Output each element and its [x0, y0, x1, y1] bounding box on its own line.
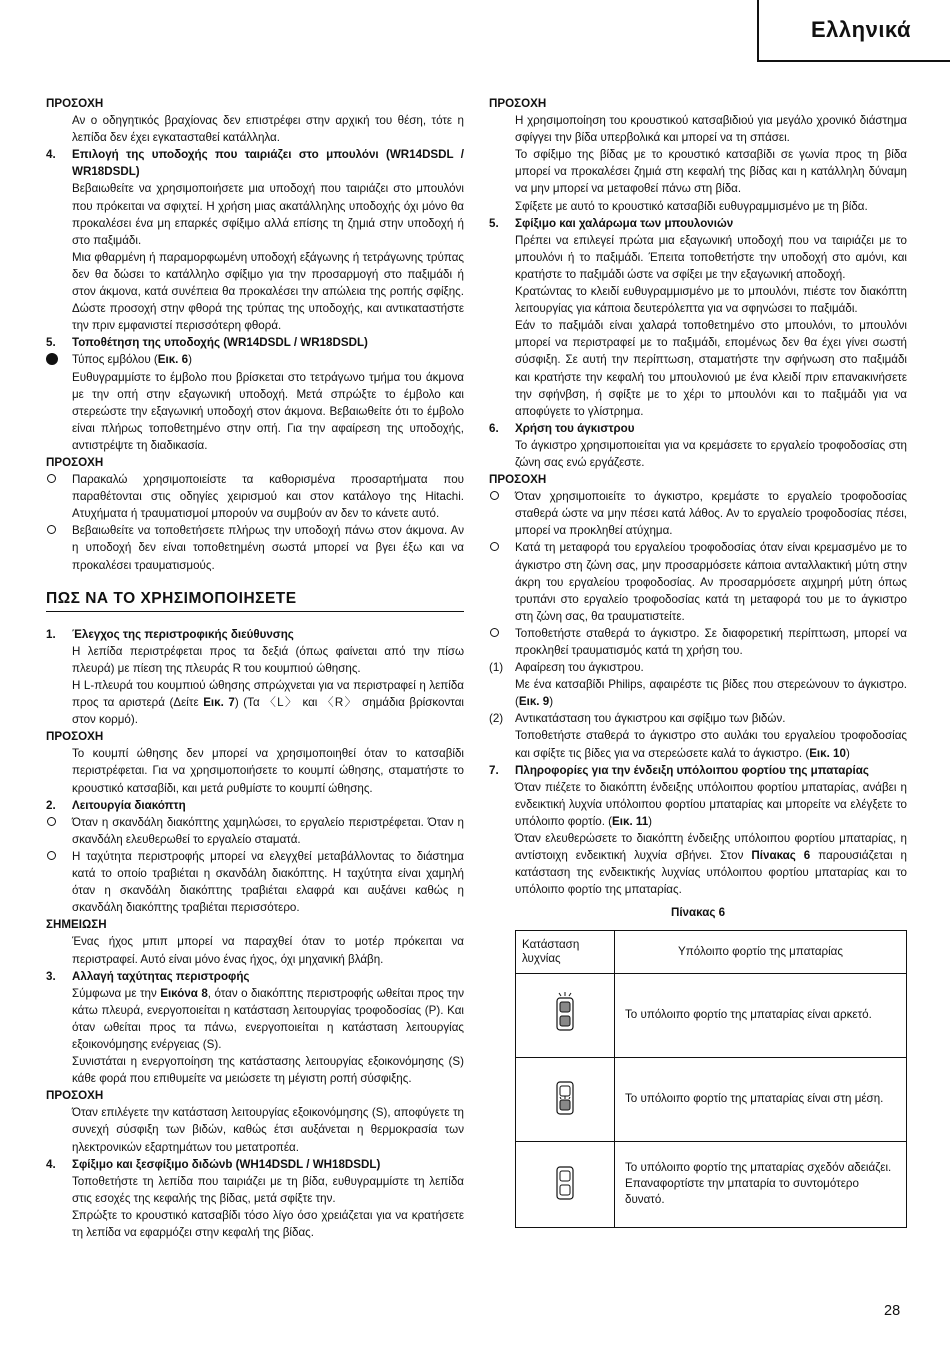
circle-bullet-icon: [47, 817, 56, 826]
bullet-item: Βεβαιωθείτε να τοποθετήσετε πλήρως την υποδοχή πάνω στον άκμονα. Αν η υποδοχή δεν είναι τοποθετημένη σωστά μπορεί να βγει έξω και να προκαλέσει τραυματισμούς.: [46, 522, 464, 573]
bullet-item: Η ταχύτητα περιστροφής μπορεί να ελεγχθεί μεταβάλλοντας το διάστημα κατά το οποίο τραβιέται η σκανδάλη διακόπτης. Η ταχύτητα είναι χαμηλή όταν η σκανδάλη διακόπτης τραβιέται ελαφρά και αυξάνει καθώς η σκανδάλη διακόπτης τραβιέται περισσότερο.: [46, 848, 464, 916]
item-heading: Επιλογή της υποδοχής που ταιριάζει στο μπουλόνι (WR14DSDL / WR18DSDL): [72, 148, 464, 179]
page-number: 28: [884, 1303, 901, 1319]
caution-text: Το σφίξιμο της βίδας με το κρουστικό κατσαβίδι σε γωνία προς τη βίδα μπορεί να προκαλέσει ζημιά στη κεφαλή της βίδας και η κατάλληλη δύναμη να μην μπορεί να μεταφοθεί πάνω στη βίδα.: [515, 148, 907, 196]
paragraph: Με ένα κατσαβίδι Philips, αφαιρέστε τις βίδες που στερεώνουν το άγκιστρο. (Εικ. 9): [515, 678, 907, 709]
circle-bullet-icon: [490, 491, 499, 500]
caution-heading: ΠΡΟΣΟΧΗ: [46, 730, 104, 744]
paragraph: Όταν πιέζετε το διακόπτη ένδειξης υπόλοιπου φορτίου μπαταρίας, ανάβει η ενδεικτική λυχνία υπόλοιπου φορτίου μπαταρίας και μπορείτε να ελέγξετε το υπόλοιπο φορτίο. (Εικ. 11): [515, 780, 907, 828]
note-heading: ΣΗΜΕΙΩΣΗ: [46, 918, 107, 932]
bullet-item: Παρακαλώ χρησιμοποιείστε τα καθορισμένα προσαρτήματα που παραθέτονται στις οδηγίες χειρισμού και στον κατάλογο της Hitachi. Ατυχήματα ή τραυματισμοί μπορούν να συμβούν αν δεν το κάνετε αυτό.: [46, 471, 464, 522]
circle-bullet-icon: [490, 628, 499, 637]
paragraph: Η L-πλευρά του κουμπιού ώθησης σπρώχνεται για να περιστραφεί η λεπίδα προς τα αριστερά (Δείτε Εικ. 7) (Τα 〈L〉 και 〈R〉 σημάδια βρίσκονται στον κορμό).: [72, 679, 464, 727]
caution-text: Το κουμπί ώθησης δεν μπορεί να χρησιμοποιηθεί όταν το κατσαβίδι περιστρέφεται. Για να χρησιμοποιήσετε το κουμπί ώθησης, σταματήστε το κρουστικό κατσαβίδι, και μετά ρυθμίστε το κουμπί ώθησης.: [72, 747, 464, 795]
battery-lamp-half-icon: [554, 1076, 576, 1121]
item-heading: Σφίξιμο και χαλάρωμα των μπουλονιών: [515, 216, 734, 230]
bullet-item: Όταν η σκανδάλη διακόπτης χαμηλώσει, το εργαλείο περιστρέφεται. Όταν η σκανδάλη ελευθερωθεί το εργαλείο σταματά.: [46, 814, 464, 848]
language-tab: [757, 0, 950, 62]
paragraph: Ευθυγραμμίστε το έμβολο που βρίσκεται στο τετράγωνο τμήμα του άκμονα με την οπή στην εξαγωνική υποδοχή. Μετά σπρώξτε το έμβολο και στερεώστε την εξαγωνική υποδοχή στον άκμονα. Βεβαιωθείτε ότι το έμβολο είναι πλήρως τοποθετημένο στην οπή. Για την αφαίρεση της υποδοχής, αντιστρέψτε τη διαδικασία.: [72, 370, 464, 452]
paragraph: Μια φθαρμένη ή παραμορφωμένη υποδοχή εξάγωνης ή τετράγωνης τρύπας δεν θα δώσει το κατάλληλο σφίξιμο για την προσαρμογή στο παξιμάδι ή στον άκμονα, κατά συνέπεια θα προκαλέσει την απώλεια της ροπής σφίξης. Δώστε προσοχή στην φθορά της τρύπας της υποδοχής, και αντικαταστήστε την πριν εμφανιστεί περισσότερη φθορά.: [72, 250, 464, 333]
caution-text: Σφίξετε με αυτό το κρουστικό κατσαβίδι ευθυγραμμισμένο με τη βίδα.: [515, 199, 868, 213]
language-label: Ελληνικά: [811, 17, 911, 42]
table-row: [516, 973, 907, 1057]
section-item-4b: 4. Σφίξιμο και ξεσφίξιμο διδώνb (WH14DSDL / WH18DSDL): [46, 1156, 464, 1173]
paragraph: Εάν το παξιμάδι είναι χαλαρά τοποθετημένο στο μπουλόνι, το μπουλόνι μπορεί να περιστραφεί με το παξιμάδι, επομένως δεν θα έχει γίνει σωστή σύσφιξη. Σε αυτή την περίπτωση, σταματήστε την σφήνωση στο παξιμάδι και κρατήστε την κεφαλή του μπουλονιού με ένα κλειδί πριν επανακινήσετε την σφήνβση, ή σφίξτε με το χέρι το μπουλόνι και το παξιμάδι για να αποφύγετε το γλίστρημα.: [515, 319, 907, 418]
caution-heading: ΠΡΟΣΟΧΗ: [489, 97, 547, 110]
paragraph: Όταν ελευθερώσετε το διακόπτη ένδειξης υπόλοιπου φορτίου μπαταρίας, η αντίστοιχη ενδεικτική λυχνία σβήνει. Στον Πίνακας 6 παρουσιάζεται η κατάσταση της ενδεικτικής λυχνίας υπόλοιπου φορτίου μπαταρίας και το υπόλοιπο φορτίο της μπαταρίας.: [515, 832, 907, 897]
bullet-pin-type: Τύπος εμβόλου (Εικ. 6): [46, 351, 464, 368]
section-item-7: 7. Πληροφορίες για την ένδειξη υπόλοιπου φορτίου της μπαταρίας: [489, 762, 907, 779]
circle-bullet-icon: [47, 474, 56, 483]
caution-text: Όταν επιλέγετε την κατάσταση λειτουργίας εξοικονόμησης (S), αποφύγετε τη συνεχή σύσφιξη των βιδών, καθώς έτσι αυξάνεται η θερμοκρασία των ηλεκτρονικών εξαρτημάτων του μετατροπέα.: [72, 1106, 464, 1154]
paragraph: Τοποθετήστε τη λεπίδα που ταιριάζει με τη βίδα, ευθυγραμμίστε τη λεπίδα στις εσοχές της κεφαλής της βίδας, μετά σφίξτε την.: [72, 1174, 464, 1205]
section-item-1: 1. Έλεγχος της περιστροφικής διεύθυνσης: [46, 626, 464, 643]
caution-heading: ΠΡΟΣΟΧΗ: [489, 473, 547, 487]
table-header-remaining: Υπόλοιπο φορτίο της μπαταρίας: [615, 930, 907, 973]
note-text: Ένας ήχος μπιπ μπορεί να παραχθεί όταν το μοτέρ πρόκειται να περιστραφεί. Αυτό είναι μόνο ένας ήχος, όχι μηχανική βλάβη.: [72, 935, 464, 966]
paragraph: Συνιστάται η ενεργοποίηση της κατάστασης λειτουργίας εξοικονόμησης (S) κάθε φορά που επιθυμείτε να μειώσετε τη μέγιστη ροπή σύσφιξης.: [72, 1055, 464, 1086]
paragraph: Σπρώξτε το κρουστικό κατσαβίδι τόσο λίγο όσο χρειάζεται για να κρατήσετε τη λεπίδα να εφαρμόζει στην κεφαλή της βίδας.: [72, 1208, 464, 1239]
caution-text: Αν ο οδηγητικός βραχίονας δεν επιστρέφει στην αρχική του θέση, τότε η λεπίδα δεν έχει εγκατασταθεί κατάλληλα.: [72, 114, 464, 145]
section-item-4: 4. Επιλογή της υποδοχής που ταιριάζει στο μπουλόνι (WR14DSDL / WR18DSDL): [46, 146, 464, 180]
section-item-5: 5. Σφίξιμο και χαλάρωμα των μπουλονιών: [489, 215, 907, 232]
paragraph: Το άγκιστρο χρησιμοποιείται για να κρεμάσετε το εργαλείο τροφοδοσίας στη ζώνη σας ενώ εργάζεστε.: [515, 438, 907, 469]
paragraph: Βεβαιωθείτε να χρησιμοποιήσετε μια υποδοχή που ταιριάζει στο μπουλόνι που πρόκειται να σφιχτεί. Η χρήση μιας ακατάλληλης υποδοχής όχι μόνο θα προκαλέσει ένα μη επαρκές σφίξιμο αλλά επίσης τη ζημιά στην υποδοχή ή στο παξιμάδι.: [72, 182, 464, 247]
caution-heading: ΠΡΟΣΟΧΗ: [46, 1089, 104, 1103]
paragraph: Σύμφωνα με την Εικόνα 8, όταν ο διακόπτης περιστροφής ωθείται προς την κάτω πλευρά, ενεργοποιείται η κατάσταση λειτουργίας τροφοδοσίας (P). Και όταν ωθείται προς τα πάνω, ενεργοποιείται η κατάσταση λειτουργίας εξοικονόμησης ενέργειας (S).: [72, 986, 465, 1051]
filled-bullet-icon: [46, 353, 58, 365]
circle-bullet-icon: [490, 542, 499, 551]
section-item-5: 5. Τοποθέτηση της υποδοχής (WR14DSDL / WR18DSDL): [46, 334, 464, 351]
right-column: [489, 95, 907, 1228]
paragraph: Τοποθετήστε σταθερά το άγκιστρο στο αυλάκι του εργαλείου τροφοδοσίας και σφίξτε τις βίδες για να στερεώσετε καλά το άγκιστρο. (Εικ. 10): [515, 729, 907, 760]
item-heading: Λειτουργία διακόπτη: [72, 798, 186, 812]
circle-bullet-icon: [47, 525, 56, 534]
paragraph: Η λεπίδα περιστρέφεται προς τα δεξιά (όπως φαίνεται από την πίσω πλευρά) με πίεση της πλευράς R του κουμπιού ώθησης.: [72, 644, 464, 675]
item-heading: Έλεγχος της περιστροφικής διεύθυνσης: [72, 627, 294, 641]
section-item-6: 6. Χρήση του άγκιστρου: [489, 420, 907, 437]
caution-text: Η χρησιμοποίηση του κρουστικού κατσαβιδιού για μεγάλο χρονικό διάστημα σφίγγει την βίδα υπερβολικά και μπορεί να τη σπάσει.: [515, 114, 907, 145]
section-title: ΠΩΣ ΝΑ ΤΟ ΧΡΗΣΙΜΟΠΟΙΗΣΕΤΕ: [46, 590, 464, 612]
section-item-2: 2. Λειτουργία διακόπτη: [46, 797, 464, 814]
bullet-item: Τοποθετήστε σταθερά το άγκιστρο. Σε διαφορετική περίπτωση, μπορεί να προκληθεί τραυματισμός κατά τη χρήση του.: [489, 625, 907, 659]
battery-lamp-low-icon: [554, 1161, 576, 1206]
paragraph: Κρατώντας το κλειδί ευθυγραμμισμένο με το μπουλόνι, πιέστε τον διακόπτη λειτουργίας για κάποια δευτερόλεπτα για να σφηνώσει το παξιμάδι.: [515, 285, 907, 316]
table-cell-text: Το υπόλοιπο φορτίο της μπαταρίας είναι αρκετό.: [615, 973, 907, 1057]
circle-bullet-icon: [47, 851, 56, 860]
caution-heading: ΠΡΟΣΟΧΗ: [46, 455, 104, 469]
table-row: [516, 1141, 907, 1227]
sub-item-2: (2) Αντικατάσταση του άγκιστρου και σφίξιμο των βιδών.: [489, 712, 786, 726]
table-cell-text: Το υπόλοιπο φορτίο της μπαταρίας σχεδόν αδειάζει. Επαναφορτίστε την μπαταρία το συντομότερο δυνατό.: [615, 1141, 907, 1227]
bullet-item: Όταν χρησιμοποιείτε το άγκιστρο, κρεμάστε το εργαλείο τροφοδοσίας σταθερά ώστε να μην πέσει κατά λάθος. Αν το εργαλείο τροφοδοσίας πέσει, μπορεί να προκληθεί ατύχημα.: [489, 488, 907, 539]
section-item-3: 3. Αλλαγή ταχύτητας περιστροφής: [46, 968, 464, 985]
table-cell-text: Το υπόλοιπο φορτίο της μπαταρίας είναι στη μέση.: [615, 1057, 907, 1141]
table-row: [516, 1057, 907, 1141]
table-caption: Πίνακας 6: [670, 906, 726, 920]
bullet-item: Κατά τη μεταφορά του εργαλείου τροφοδοσίας όταν είναι κρεμασμένο με το άγκιστρο στη ζώνη σας, μην προσαρμόσετε κάποια ανταλλακτική μύτη στην άκρη του εργαλείου τροφοδοσίας. Αν προσαρμόσετε αιχμηρή μύτη όπως τρυπάνι στο εργαλείο τροφοδοσίας κατά τη μεταφορά του με το άγκιστρο στη ζώνη σας, θα τραυματιστείτε.: [489, 539, 907, 624]
item-heading: Σφίξιμο και ξεσφίξιμο διδώνb (WH14DSDL / WH18DSDL): [72, 1157, 381, 1171]
paragraph: Πρέπει να επιλεγεί πρώτα μια εξαγωνική υποδοχή που να ταιριάζει με το μπουλόνι ή το παξιμάδι. Έπειτα τοποθετήστε την υποδοχή στο αμόνι, και κρατήστε το παξιμάδι ώστε να σφίξει με την εξαγωνική αποδοχή.: [515, 233, 907, 281]
item-heading: Πληροφορίες για την ένδειξη υπόλοιπου φορτίου της μπαταρίας: [515, 763, 869, 777]
battery-lamp-full-icon: [554, 992, 576, 1037]
item-heading: Τοποθέτηση της υποδοχής (WR14DSDL / WR18DSDL): [72, 336, 368, 350]
battery-table: [515, 930, 907, 1228]
caution-heading: ΠΡΟΣΟΧΗ: [46, 97, 104, 110]
left-column: [46, 95, 464, 1241]
table-header-lamp: Κατάσταση λυχνίας: [516, 930, 615, 973]
sub-item-1: (1) Αφαίρεση του άγκιστρου.: [489, 661, 644, 675]
item-heading: Αλλαγή ταχύτητας περιστροφής: [72, 969, 250, 983]
item-heading: Χρήση του άγκιστρου: [515, 421, 635, 435]
